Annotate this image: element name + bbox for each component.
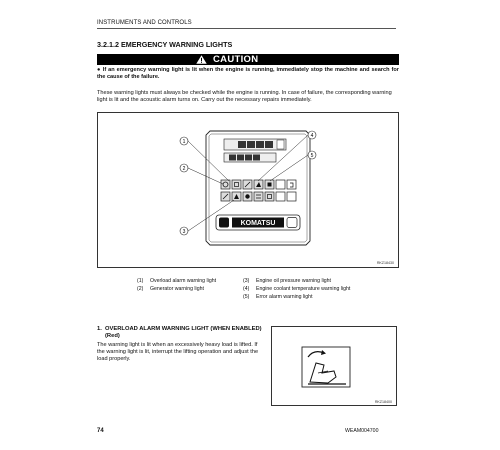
callout-1: 1 (182, 139, 186, 145)
legend-text-3: Engine oil pressure warning light (256, 278, 331, 284)
subsection-title-text: OVERLOAD ALARM WARNING LIGHT (WHEN ENABLED) (105, 326, 262, 332)
subsection-title (105, 326, 262, 340)
running-header: INSTRUMENTS AND CONTROLS (97, 20, 192, 26)
header-rule (97, 28, 396, 29)
instrument-panel-figure (97, 112, 399, 268)
legend-num-5: (5) (243, 294, 250, 300)
overload-light-drawing (272, 327, 398, 407)
intro-paragraph: These warning lights must always be checked while the engine is running. In case of failure, the corresponding warning light is lit and the acoustic alarm turns on. Carry out the necessary repairs immediately. (97, 90, 392, 103)
subsection-number: 1. (97, 326, 102, 332)
legend-num-2: (2) (137, 286, 144, 292)
subsection-paragraph: The warning light is lit when an excessively heavy load is lifted. If the warning light is lit, interrupt the lifting operation and adjust the load properly. (97, 342, 259, 362)
callout-2: 2 (182, 166, 186, 172)
legend-num-4: (4) (243, 286, 250, 292)
warning-triangle-icon (196, 55, 207, 64)
legend-num-1: (1) (137, 278, 144, 284)
figure2-code: RKZ18400 (374, 400, 392, 404)
section-title: 3.2.1.2 EMERGENCY WARNING LIGHTS (97, 40, 233, 49)
caution-banner (97, 54, 399, 65)
overload-light-figure (271, 326, 397, 406)
figure-legend (0, 278, 500, 308)
legend-num-3: (3) (243, 278, 250, 284)
callout-3: 3 (182, 229, 186, 235)
legend-text-5: Error alarm warning light (256, 294, 313, 300)
brand-logo: KOMATSU (240, 220, 276, 227)
legend-text-1: Overload alarm warning light (150, 278, 217, 284)
caution-text: ● If an emergency warning light is lit when the engine is running, immediately stop the machine and search for the cause of the failure. (97, 67, 399, 80)
legend-text-2: Generator warning light (150, 286, 204, 292)
callout-5: 5 (310, 153, 314, 159)
figure1-code: RKZ18430 (376, 261, 394, 265)
document-code: WEAM004700 (345, 428, 379, 434)
subsection-color: (Red) (105, 333, 120, 340)
caution-label: CAUTION (213, 54, 259, 65)
page-number: 74 (97, 428, 104, 434)
instrument-panel-drawing (98, 113, 400, 269)
legend-text-4: Engine coolant temperature warning light (256, 286, 351, 292)
callout-4: 4 (310, 133, 314, 139)
